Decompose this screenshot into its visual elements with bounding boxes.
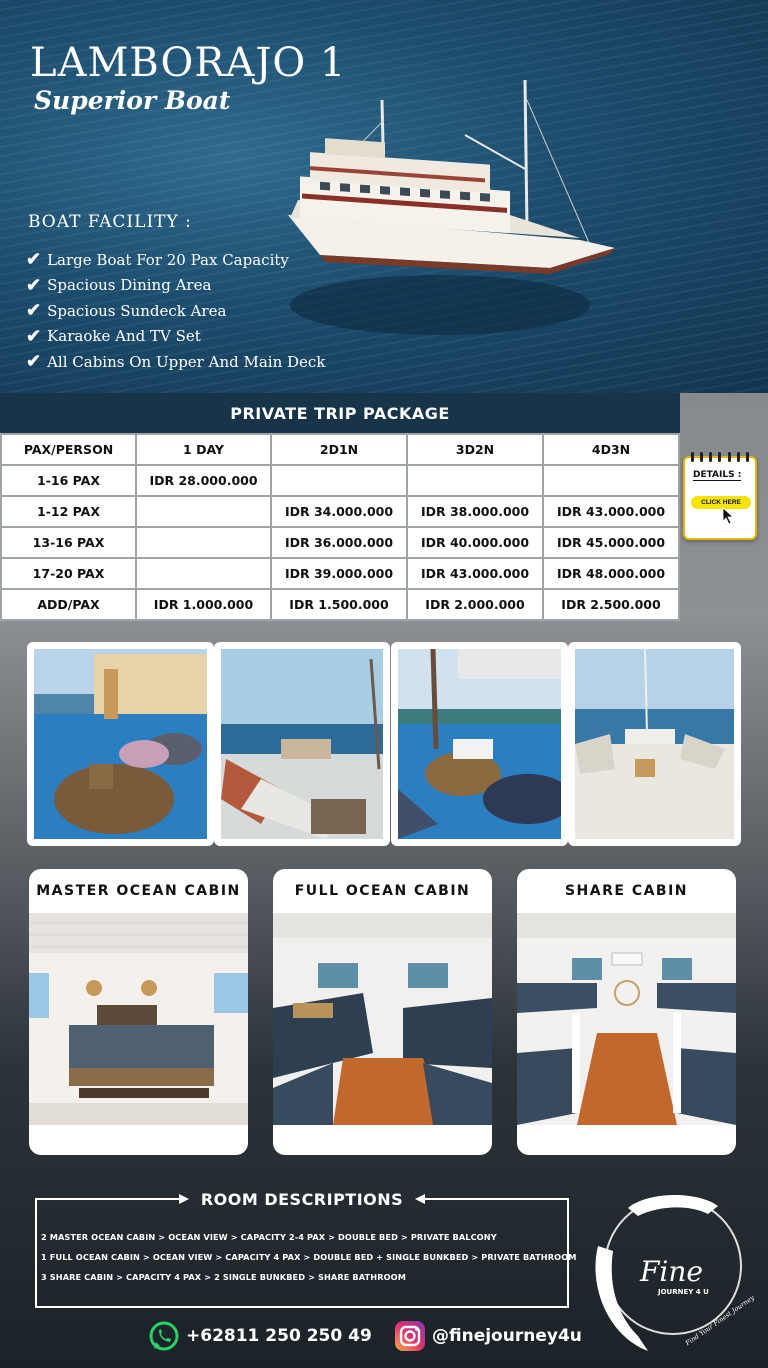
table-header: 4D3N xyxy=(543,434,679,465)
table-cell: IDR 40.000.000 xyxy=(407,527,543,558)
table-cell xyxy=(271,465,407,496)
table-cell xyxy=(136,527,271,558)
facility-heading: BOAT FACILITY : xyxy=(28,212,192,232)
whatsapp-contact[interactable] xyxy=(148,1320,372,1352)
deck-photo xyxy=(27,642,214,846)
cursor-icon xyxy=(721,507,737,525)
table-cell: IDR 45.000.000 xyxy=(543,527,679,558)
room-description-line: 2 MASTER OCEAN CABIN > OCEAN VIEW > CAPACITY 2-4 PAX > DOUBLE BED > PRIVATE BALCONY xyxy=(41,1232,497,1242)
room-description-line: 1 FULL OCEAN CABIN > OCEAN VIEW > CAPACITY 4 PAX > DOUBLE BED + SINGLE BUNKBED > PRIVATE BATHROOM xyxy=(41,1252,577,1262)
fine-journey-logo xyxy=(578,1186,758,1356)
table-cell: IDR 28.000.000 xyxy=(136,465,271,496)
details-card[interactable] xyxy=(683,456,757,540)
full-ocean-cabin-card xyxy=(273,869,492,1155)
package-title: PRIVATE TRIP PACKAGE xyxy=(0,393,680,433)
table-row xyxy=(1,465,679,496)
check-icon: ✔ xyxy=(26,249,42,271)
table-cell: 13-16 PAX xyxy=(1,527,136,558)
facility-item: ✔ Karaoke And TV Set xyxy=(26,325,201,347)
boat-title: LAMBORAJO 1 xyxy=(30,40,347,86)
instagram-contact[interactable] xyxy=(394,1320,582,1352)
instagram-handle: @finejourney4u xyxy=(432,1326,582,1346)
room-description-line: 3 SHARE CABIN > CAPACITY 4 PAX > 2 SINGLE BUNKBED > SHARE BATHROOM xyxy=(41,1272,406,1282)
lounge-photo xyxy=(391,642,568,846)
table-cell: IDR 39.000.000 xyxy=(271,558,407,589)
table-header-row xyxy=(1,434,679,465)
whatsapp-number: +62811 250 250 49 xyxy=(186,1326,372,1346)
table-header: 3D2N xyxy=(407,434,543,465)
table-cell: 1-16 PAX xyxy=(1,465,136,496)
cabin-title: FULL OCEAN CABIN xyxy=(294,883,471,899)
upper-deck-photo xyxy=(568,642,741,846)
click-here-button[interactable]: CLICK HERE xyxy=(691,496,751,509)
table-cell: 1-12 PAX xyxy=(1,496,136,527)
boat-illustration xyxy=(280,80,630,360)
arrow-left-icon xyxy=(415,1194,425,1204)
table-row xyxy=(1,496,679,527)
facility-list xyxy=(26,247,325,375)
share-cabin-photo xyxy=(517,913,736,1125)
logo-name: Fine xyxy=(640,1255,703,1288)
table-cell: IDR 36.000.000 xyxy=(271,527,407,558)
table-header: PAX/PERSON xyxy=(1,434,136,465)
room-descriptions-header xyxy=(35,1188,569,1210)
whatsapp-icon xyxy=(148,1320,180,1352)
details-label: DETAILS : xyxy=(693,470,742,480)
instagram-icon xyxy=(394,1320,426,1352)
table-cell: IDR 38.000.000 xyxy=(407,496,543,527)
table-cell: IDR 43.000.000 xyxy=(407,558,543,589)
logo-sub: JOURNEY 4 U xyxy=(658,1288,709,1296)
boat-subtitle: Superior Boat xyxy=(34,86,231,115)
master-ocean-cabin-card xyxy=(29,869,248,1155)
table-cell xyxy=(136,496,271,527)
cabin-title: SHARE CABIN xyxy=(564,883,689,899)
table-header: 1 DAY xyxy=(136,434,271,465)
check-icon: ✔ xyxy=(26,351,42,373)
table-cell: IDR 43.000.000 xyxy=(543,496,679,527)
table-row xyxy=(1,558,679,589)
room-descriptions-title: ROOM DESCRIPTIONS xyxy=(200,1189,404,1209)
table-cell: IDR 1.000.000 xyxy=(136,589,271,620)
table-cell: 17-20 PAX xyxy=(1,558,136,589)
facility-item: ✔ Large Boat For 20 Pax Capacity xyxy=(26,249,289,271)
table-cell xyxy=(136,558,271,589)
table-cell: IDR 48.000.000 xyxy=(543,558,679,589)
hero-section xyxy=(0,0,768,393)
full-ocean-cabin-photo xyxy=(273,913,492,1125)
table-row xyxy=(1,589,679,620)
sundeck-photo xyxy=(214,642,390,846)
facility-item: ✔ Spacious Dining Area xyxy=(26,274,212,296)
check-icon: ✔ xyxy=(26,300,42,322)
master-cabin-photo xyxy=(29,913,248,1125)
table-cell: IDR 2.500.000 xyxy=(543,589,679,620)
arrow-right-icon xyxy=(179,1194,189,1204)
table-cell: IDR 2.000.000 xyxy=(407,589,543,620)
table-row xyxy=(1,527,679,558)
table-cell xyxy=(407,465,543,496)
cabin-title: MASTER OCEAN CABIN xyxy=(36,883,241,899)
table-cell: IDR 1.500.000 xyxy=(271,589,407,620)
table-cell: IDR 34.000.000 xyxy=(271,496,407,527)
check-icon: ✔ xyxy=(26,325,42,347)
table-header: 2D1N xyxy=(271,434,407,465)
table-cell xyxy=(543,465,679,496)
room-descriptions-list xyxy=(41,1232,577,1292)
check-icon: ✔ xyxy=(26,274,42,296)
logo-tagline: Find Your Finest Journey xyxy=(683,1293,756,1348)
facility-item: ✔ Spacious Sundeck Area xyxy=(26,300,227,322)
table-cell: ADD/PAX xyxy=(1,589,136,620)
notepad-rings xyxy=(691,452,749,462)
share-cabin-card xyxy=(517,869,736,1155)
package-table xyxy=(0,433,680,621)
facility-item: ✔ All Cabins On Upper And Main Deck xyxy=(26,351,326,373)
